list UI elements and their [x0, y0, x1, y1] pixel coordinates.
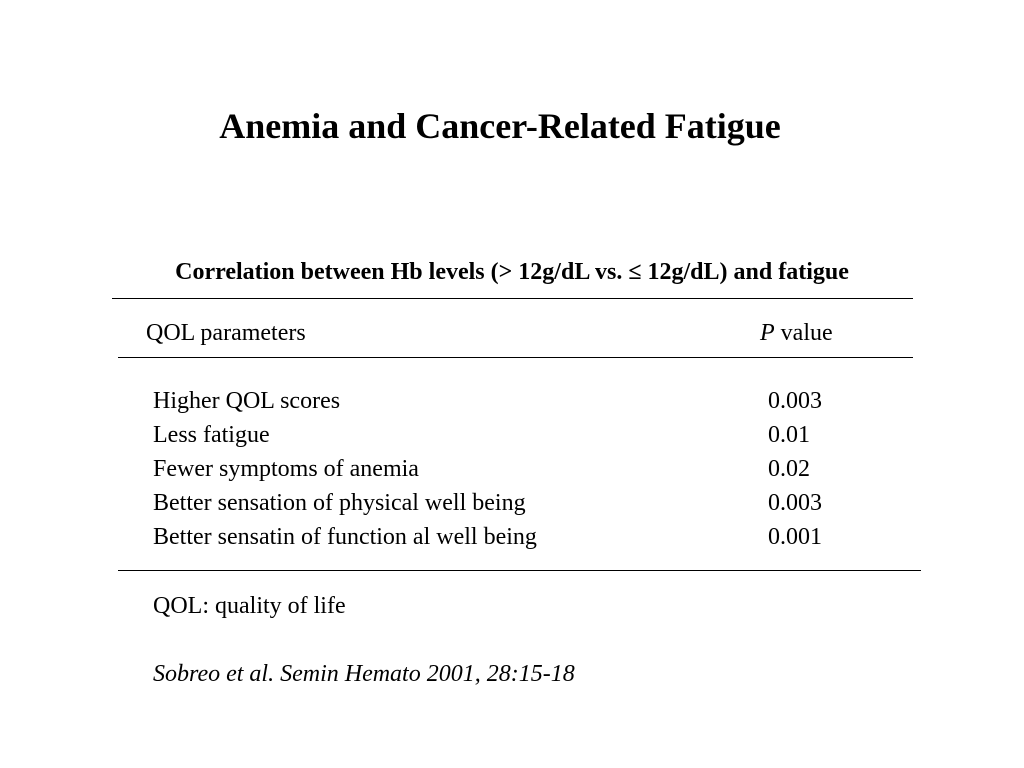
table-row — [153, 520, 873, 554]
row-p-value: 0.02 — [768, 456, 810, 482]
slide-title: Anemia and Cancer-Related Fatigue — [219, 106, 781, 146]
row-parameter: Fewer symptoms of anemia — [153, 456, 419, 482]
table-row — [153, 418, 873, 452]
row-p-value: 0.001 — [768, 524, 822, 550]
table-row — [153, 384, 873, 418]
table-caption: Correlation between Hb levels (> 12g/dL vs. ≤ 12g/dL) and fatigue — [175, 259, 849, 285]
row-parameter: Less fatigue — [153, 422, 270, 448]
p-value-label: value — [774, 320, 833, 346]
p-symbol: P — [760, 320, 775, 346]
row-p-value: 0.01 — [768, 422, 810, 448]
table-body — [153, 384, 873, 554]
citation: Sobreo et al. Semin Hemato 2001, 28:15-18 — [153, 661, 575, 687]
table-header-rule — [118, 357, 913, 358]
table-row — [153, 486, 873, 520]
row-p-value: 0.003 — [768, 490, 822, 516]
table-top-rule — [112, 298, 913, 299]
table-bottom-rule — [118, 570, 921, 571]
table-row — [153, 452, 873, 486]
footnote: QOL: quality of life — [153, 593, 346, 619]
column-header-parameter: QOL parameters — [146, 320, 306, 346]
row-parameter: Better sensation of physical well being — [153, 490, 526, 516]
row-parameter: Higher QOL scores — [153, 388, 341, 414]
column-header-p-value — [760, 317, 833, 349]
row-parameter: Better sensatin of function al well being — [153, 524, 537, 550]
row-p-value: 0.003 — [768, 388, 822, 414]
